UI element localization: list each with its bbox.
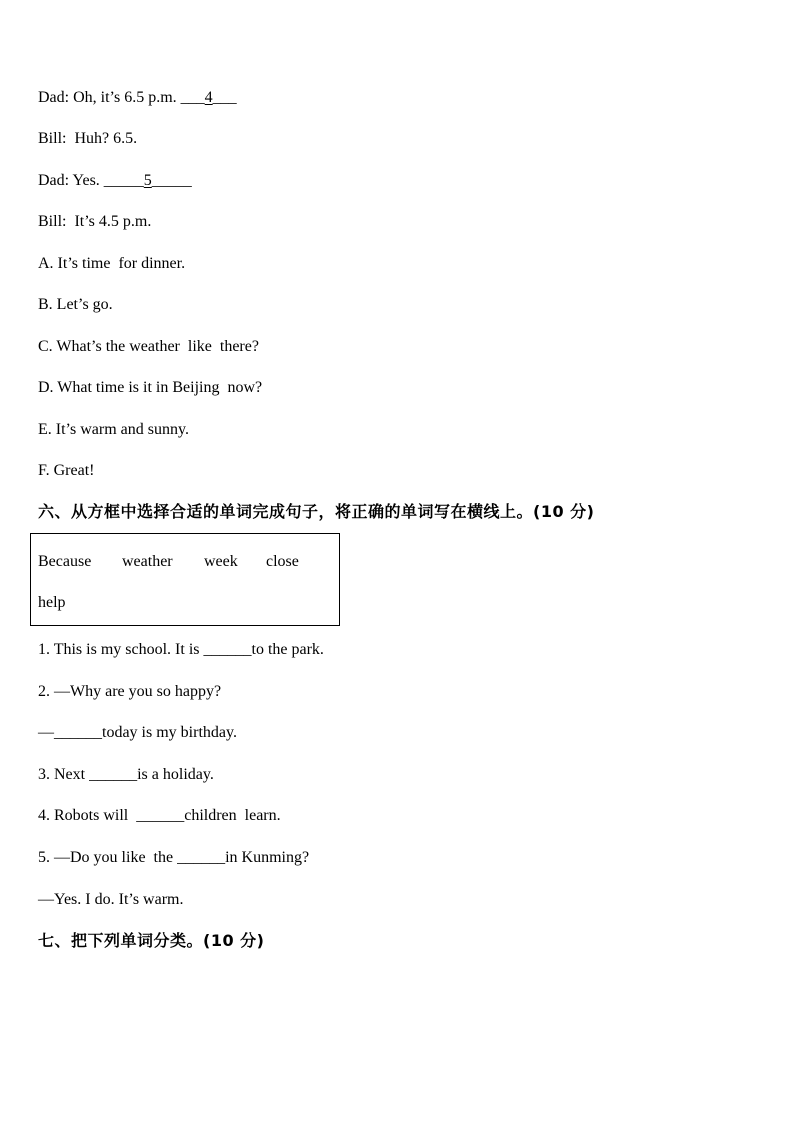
blank-number-4: 4 — [204, 89, 213, 106]
word-help: help — [38, 594, 66, 611]
blank-right: _____ — [151, 172, 192, 189]
question-3: 3. Next ______is a holiday. — [38, 766, 214, 783]
word-because: Because — [38, 553, 92, 570]
option-e: E. It’s warm and sunny. — [38, 421, 189, 438]
section-7-heading: 七、把下列单词分类。(10 分) — [38, 931, 265, 950]
dialogue-text: Huh? 6.5. — [66, 130, 138, 147]
blank-left: _____ — [103, 172, 144, 189]
dialogue-line-1 — [38, 88, 237, 108]
dialogue-line-3 — [38, 171, 192, 191]
option-f: F. Great! — [38, 462, 95, 479]
word-close: close — [266, 553, 299, 570]
option-d: D. What time is it in Beijing now? — [38, 379, 263, 396]
question-1: 1. This is my school. It is ______to the park. — [38, 641, 324, 658]
speaker: Bill: — [38, 213, 67, 230]
word-weather: weather — [122, 553, 173, 570]
question-2: 2. —Why are you so happy? — [38, 683, 222, 700]
speaker: Bill: — [38, 130, 67, 147]
question-5-answer: —Yes. I do. It’s warm. — [38, 891, 184, 908]
option-c: C. What’s the weather like there? — [38, 338, 259, 355]
dialogue-text: Oh, it’s 6.5 p.m. — [69, 89, 181, 106]
option-a: A. It’s time for dinner. — [38, 255, 186, 272]
section-6-heading: 六、从方框中选择合适的单词完成句子，将正确的单词写在横线上。(10 分) — [38, 502, 595, 521]
question-2-answer: —______today is my birthday. — [38, 724, 237, 741]
question-4: 4. Robots will ______children learn. — [38, 807, 281, 824]
word-week: week — [204, 553, 238, 570]
speaker: Dad: — [38, 172, 70, 189]
dialogue-line-2 — [38, 129, 137, 149]
blank-number-5: 5 — [143, 172, 152, 189]
option-b: B. Let’s go. — [38, 296, 113, 313]
dialogue-text: It’s 4.5 p.m. — [66, 213, 152, 230]
word-box — [30, 533, 340, 626]
dialogue-line-4 — [38, 212, 151, 232]
speaker: Dad: — [38, 89, 70, 106]
dialogue-text: Yes. — [69, 172, 104, 189]
blank-right: ___ — [212, 89, 237, 106]
question-5: 5. —Do you like the ______in Kunming? — [38, 849, 310, 866]
blank-left: ___ — [180, 89, 205, 106]
